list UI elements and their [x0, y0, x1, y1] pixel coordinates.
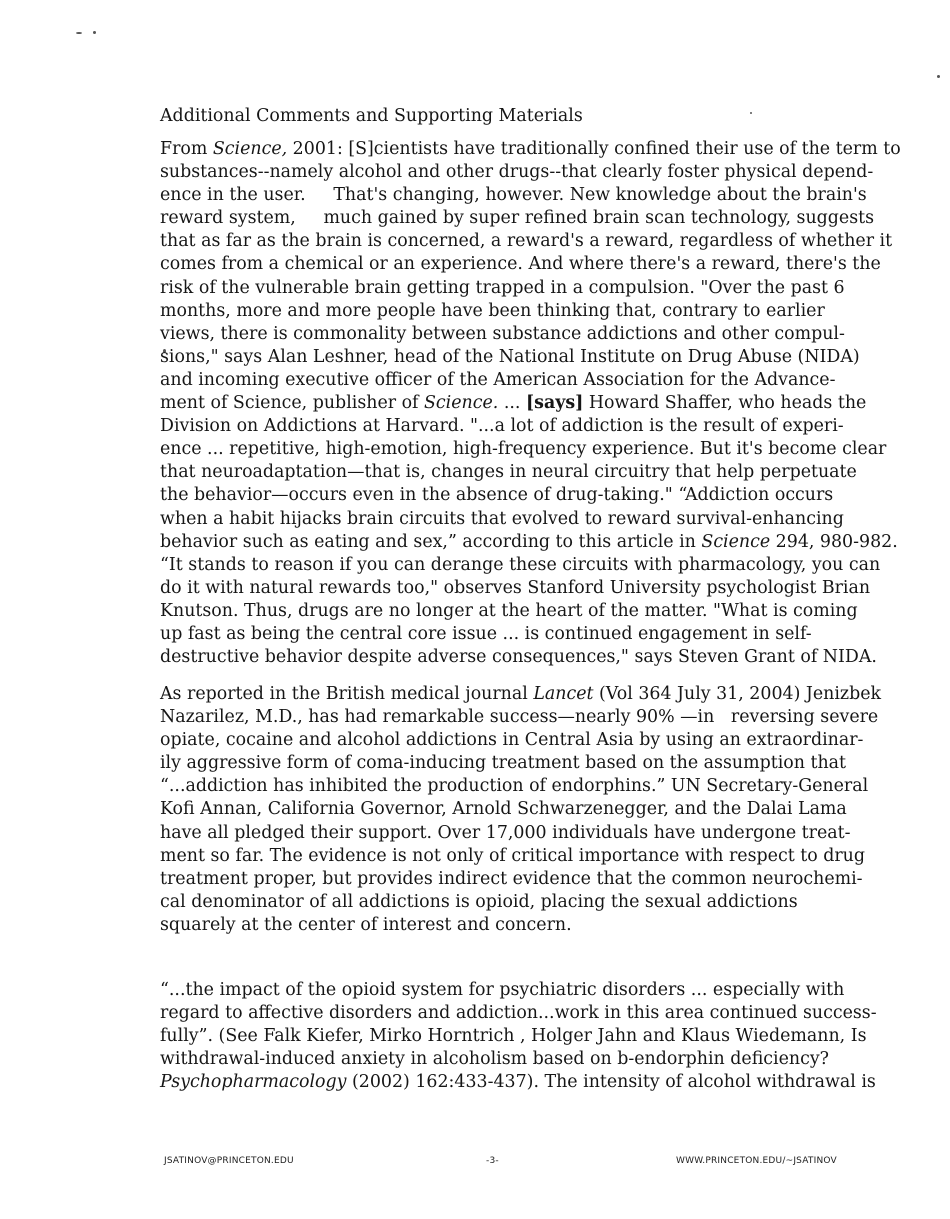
text-run: that as far as the brain is concerned, a reward's a reward, regardless of whether it [160, 231, 893, 252]
footer-website: WWW.PRINCETON.EDU/~JSATINOV [676, 1156, 837, 1166]
text-line [160, 891, 832, 914]
text-run: “...addiction has inhibited the production of endorphins.” UN Secretary-General [160, 776, 869, 797]
text-run: As reported in the British medical journal [160, 684, 534, 704]
text-run: ence ... repetitive, high-emotion, high-frequency experience. But it's become clear [160, 439, 887, 460]
text-run: ... [498, 393, 526, 414]
text-run: destructive behavior despite adverse consequences," says Steven Grant of NIDA. [160, 647, 877, 668]
scan-speck [76, 32, 82, 34]
text-line [160, 798, 847, 821]
text-line [160, 369, 836, 392]
footer-page-number: -3- [486, 1156, 499, 1166]
text-run: From [160, 139, 213, 159]
text-line [160, 508, 844, 531]
text-run: risk of the vulnerable brain getting trapped in a compulsion. "Over the past 6 [160, 277, 845, 298]
text-line [160, 484, 832, 507]
text-run: ment so far. The evidence is not only of critical importance with respect to drug [160, 845, 865, 866]
text-line [160, 1002, 877, 1025]
text-line [160, 415, 844, 438]
text-line [160, 207, 875, 230]
text-line [160, 752, 847, 775]
text-run: withdrawal-induced anxiety in alcoholism based on b-endorphin deficiency? [160, 1049, 829, 1070]
text-run: comes from a chemical or an experience. And where there's a reward, there's the [160, 254, 881, 275]
text-run: cal denominator of all addictions is opioid, placing the sexual addictions [160, 891, 798, 912]
text-line [160, 600, 858, 623]
text-run: treatment proper, but provides indirect evidence that the common neurochemi- [160, 868, 863, 889]
scan-speck [93, 31, 96, 34]
text-line [160, 646, 877, 669]
text-line [160, 706, 879, 729]
text-run: behavior such as eating and sex,” according to this article in [160, 531, 702, 552]
text-run: ment of Science, publisher of [160, 393, 425, 414]
text-run: “...the impact of the opioid system for psychiatric disorders ... especially with [160, 980, 845, 1000]
text-run: Science, [212, 139, 288, 159]
text-line [160, 438, 887, 461]
text-run: ence in the user. That's changing, however. New knowledge about the brain's [160, 185, 867, 206]
text-run: Division on Addictions at Harvard. "...a lot of addiction is the result of experi- [160, 416, 844, 437]
text-run: Science [701, 531, 771, 552]
paragraph-opioid-system [160, 979, 877, 1094]
text-line [160, 531, 898, 554]
text-run: months, more and more people have been thinking that, contrary to earlier [160, 300, 825, 321]
scan-speck [937, 75, 940, 78]
text-run: up fast as being the central core issue ... is continued engagement in self- [160, 623, 812, 644]
text-line [160, 554, 881, 577]
paragraph-lancet-report [160, 683, 882, 937]
text-line [160, 577, 871, 600]
text-line [160, 323, 845, 346]
text-run: have all pledged their support. Over 17,000 individuals have undergone treat- [160, 822, 851, 843]
text-line [160, 683, 882, 706]
section-heading: Additional Comments and Supporting Materials [160, 106, 583, 126]
text-run: (Vol 364 July 31, 2004) Jenizbek [593, 684, 882, 704]
text-run: do it with natural rewards too," observes Stanford University psychologist Brian [160, 577, 871, 598]
text-run: Lancet [533, 684, 594, 704]
text-line [160, 253, 881, 276]
text-run: sions," says Alan Leshner, head of the National Institute on Drug Abuse (NIDA) [160, 346, 860, 367]
text-run: Kofi Annan, California Governor, Arnold Schwarzenegger, and the Dalai Lama [160, 799, 847, 820]
text-line [160, 184, 867, 207]
text-line [160, 161, 874, 184]
text-run: (2002) 162:433-437). The intensity of alcohol withdrawal is [346, 1072, 876, 1093]
text-line [160, 300, 832, 323]
text-line [160, 914, 832, 937]
text-run: Science. [424, 393, 499, 414]
text-run: views, there is commonality between substance addictions and other compul- [160, 323, 845, 344]
text-run: that neuroadaptation—that is, changes in neural circuitry that help perpetuate [160, 462, 857, 483]
text-line [160, 1025, 867, 1048]
text-run: fully”. (See Falk Kiefer, Mirko Horntrich , Holger Jahn and Klaus Wiedemann, Is [160, 1026, 867, 1047]
text-line [160, 775, 869, 798]
text-line [160, 623, 832, 646]
paragraph-science-quote [160, 138, 901, 669]
text-run: and incoming executive officer of the American Association for the Advance- [160, 369, 836, 390]
text-line [160, 138, 901, 161]
text-line [160, 845, 865, 868]
text-line [160, 868, 863, 891]
text-run: 2001: [S]cientists have traditionally confined their use of the term to [287, 139, 901, 159]
text-run: regard to affective disorders and addiction...work in this area continued success- [160, 1003, 877, 1024]
text-run: Howard Shaffer, who heads the [583, 393, 867, 414]
text-line [160, 461, 857, 484]
text-line [160, 230, 893, 253]
text-line [160, 277, 845, 300]
text-run: squarely at the center of interest and concern. [160, 914, 572, 935]
text-run: reward system, much gained by super refined brain scan technology, suggests [160, 208, 875, 229]
text-run: the behavior—occurs even in the absence of drug-taking." “Addiction occurs [160, 485, 834, 506]
text-line [160, 822, 851, 845]
text-line [160, 1048, 832, 1071]
text-run: 294, 980-982. [770, 531, 898, 552]
text-line [160, 979, 845, 1002]
text-run: ily aggressive form of coma-inducing treatment based on the assumption that [160, 753, 847, 774]
footer-email: JSATINOV@PRINCETON.EDU [164, 1156, 294, 1166]
text-run: [says] [525, 393, 584, 414]
text-line [160, 392, 867, 415]
text-run: “It stands to reason if you can derange these circuits with pharmacology, you can [160, 554, 881, 575]
text-run: Psychopharmacology [160, 1072, 347, 1093]
text-run: substances--namely alcohol and other drugs--that clearly foster physical depend- [160, 162, 874, 183]
text-run: Nazarilez, M.D., has had remarkable success—nearly 90% —in reversing severe [160, 707, 879, 728]
text-line [160, 346, 860, 369]
text-line [160, 729, 864, 752]
text-run: when a habit hijacks brain circuits that evolved to reward survival-enhancing [160, 508, 844, 529]
text-run: Knutson. Thus, drugs are no longer at the heart of the matter. "What is coming [160, 600, 858, 621]
text-line [160, 1071, 876, 1094]
text-run: opiate, cocaine and alcohol addictions in Central Asia by using an extraordinar- [160, 730, 864, 751]
